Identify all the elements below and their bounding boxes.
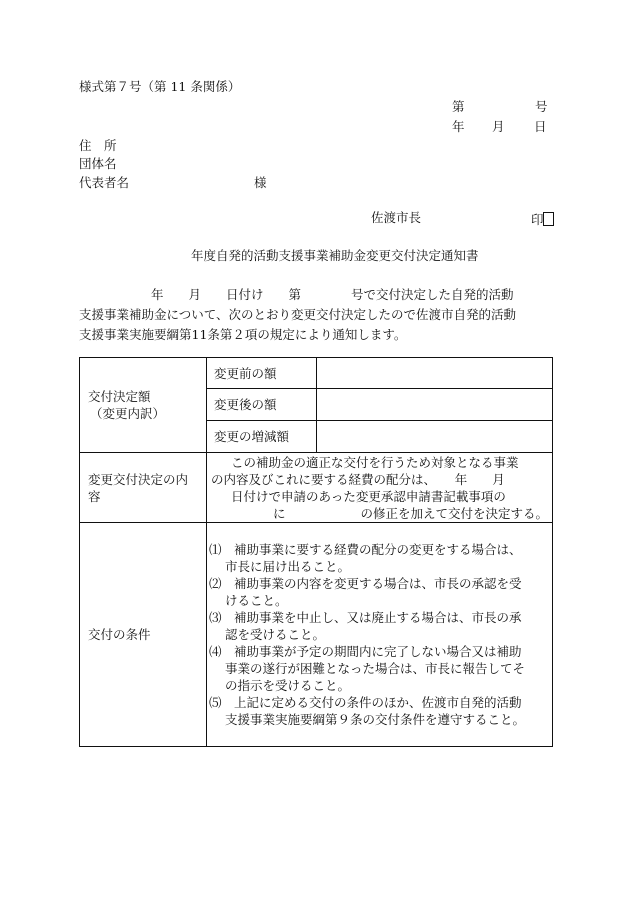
- after-amount-label: 変更後の額: [207, 389, 317, 421]
- issuer-name: 佐渡市長: [371, 210, 422, 225]
- doc-no-suffix: 号: [535, 99, 548, 114]
- content-line: の内容及びこれに要する経費の配分は、 年 月: [211, 471, 505, 487]
- condition-text-cont: の指示を受けること。: [225, 678, 351, 693]
- decision-table: [79, 357, 553, 747]
- condition-text: ⑶ 補助事業を中止し、又は廃止する場合は、市長の承: [209, 610, 522, 625]
- content-label: 変更交付決定の内: [88, 471, 189, 487]
- intro-line: 年 月 日付け 第 号で交付決定した自発的活動: [151, 287, 514, 302]
- condition-text: ⑷ 補助事業が予定の期間内に完了しない場合又は補助: [209, 644, 522, 659]
- conditions-cell: [207, 523, 553, 747]
- document-title: 年度自発的活動支援事業補助金変更交付決定通知書: [191, 248, 479, 263]
- condition-text: ⑴ 補助事業に要する経費の配分の変更をする場合は、: [209, 542, 522, 557]
- intro-line: 支援事業実施要綱第11条第２項の規定により通知します。: [79, 327, 407, 342]
- content-cell: [207, 453, 553, 523]
- after-amount-value[interactable]: [317, 389, 553, 421]
- condition-item: [209, 541, 552, 575]
- date-day: 日: [534, 119, 547, 134]
- before-amount-label: 変更前の額: [207, 358, 317, 389]
- amount-label: 交付決定額: [88, 389, 151, 404]
- intro-paragraph: [79, 285, 559, 345]
- doc-no-prefix: 第: [452, 99, 465, 114]
- form-number: 様式第７号（第 11 条関係）: [79, 79, 241, 94]
- seal-box-icon: [543, 212, 554, 226]
- condition-text-cont: 市長に届け出ること。: [225, 559, 351, 574]
- date-year: 年: [452, 119, 465, 134]
- representative-label: 代表者名: [79, 175, 130, 190]
- document-number: [452, 99, 548, 114]
- condition-text-cont: 事業の遂行が困難となった場合は、市長に報告してそ: [225, 661, 526, 676]
- diff-amount-label: 変更の増減額: [207, 421, 317, 453]
- before-amount-value[interactable]: [317, 358, 553, 389]
- content-line: 日付けで申請のあった変更承認申請書記載事項の: [231, 488, 506, 504]
- honorific: 様: [254, 175, 267, 190]
- condition-item: [209, 643, 552, 694]
- condition-text-cont: けること。: [225, 593, 288, 608]
- condition-text-cont: 認を受けること。: [225, 627, 326, 642]
- content-line: に の修正を加えて交付を決定する。: [273, 505, 549, 521]
- amount-label-cell: [80, 358, 207, 453]
- content-label-cont: 容: [88, 488, 101, 504]
- condition-item: [209, 575, 552, 609]
- content-line: この補助金の適正な交付を行うため対象となる事業: [231, 454, 519, 470]
- seal-label: 印: [531, 212, 544, 227]
- condition-text: ⑵ 補助事業の内容を変更する場合は、市長の承認を受: [209, 576, 522, 591]
- amount-sublabel: （変更内訳）: [90, 406, 166, 421]
- address-label: 住 所: [79, 138, 117, 153]
- document-date: [452, 119, 547, 134]
- condition-text: ⑸ 上記に定める交付の条件のほか、佐渡市自発的活動: [209, 695, 522, 710]
- condition-item: [209, 694, 552, 728]
- content-label-cell: [80, 453, 207, 523]
- seal-mark: [531, 212, 554, 227]
- diff-amount-value[interactable]: [317, 421, 553, 453]
- intro-line: 支援事業補助金について、次のとおり変更交付決定したので佐渡市自発的活動: [79, 307, 517, 322]
- condition-text-cont: 支援事業実施要綱第９条の交付条件を遵守すること。: [225, 712, 526, 727]
- date-month: 月: [492, 119, 505, 134]
- conditions-label: 交付の条件: [80, 523, 207, 747]
- org-label: 団体名: [79, 156, 117, 171]
- condition-item: [209, 609, 552, 643]
